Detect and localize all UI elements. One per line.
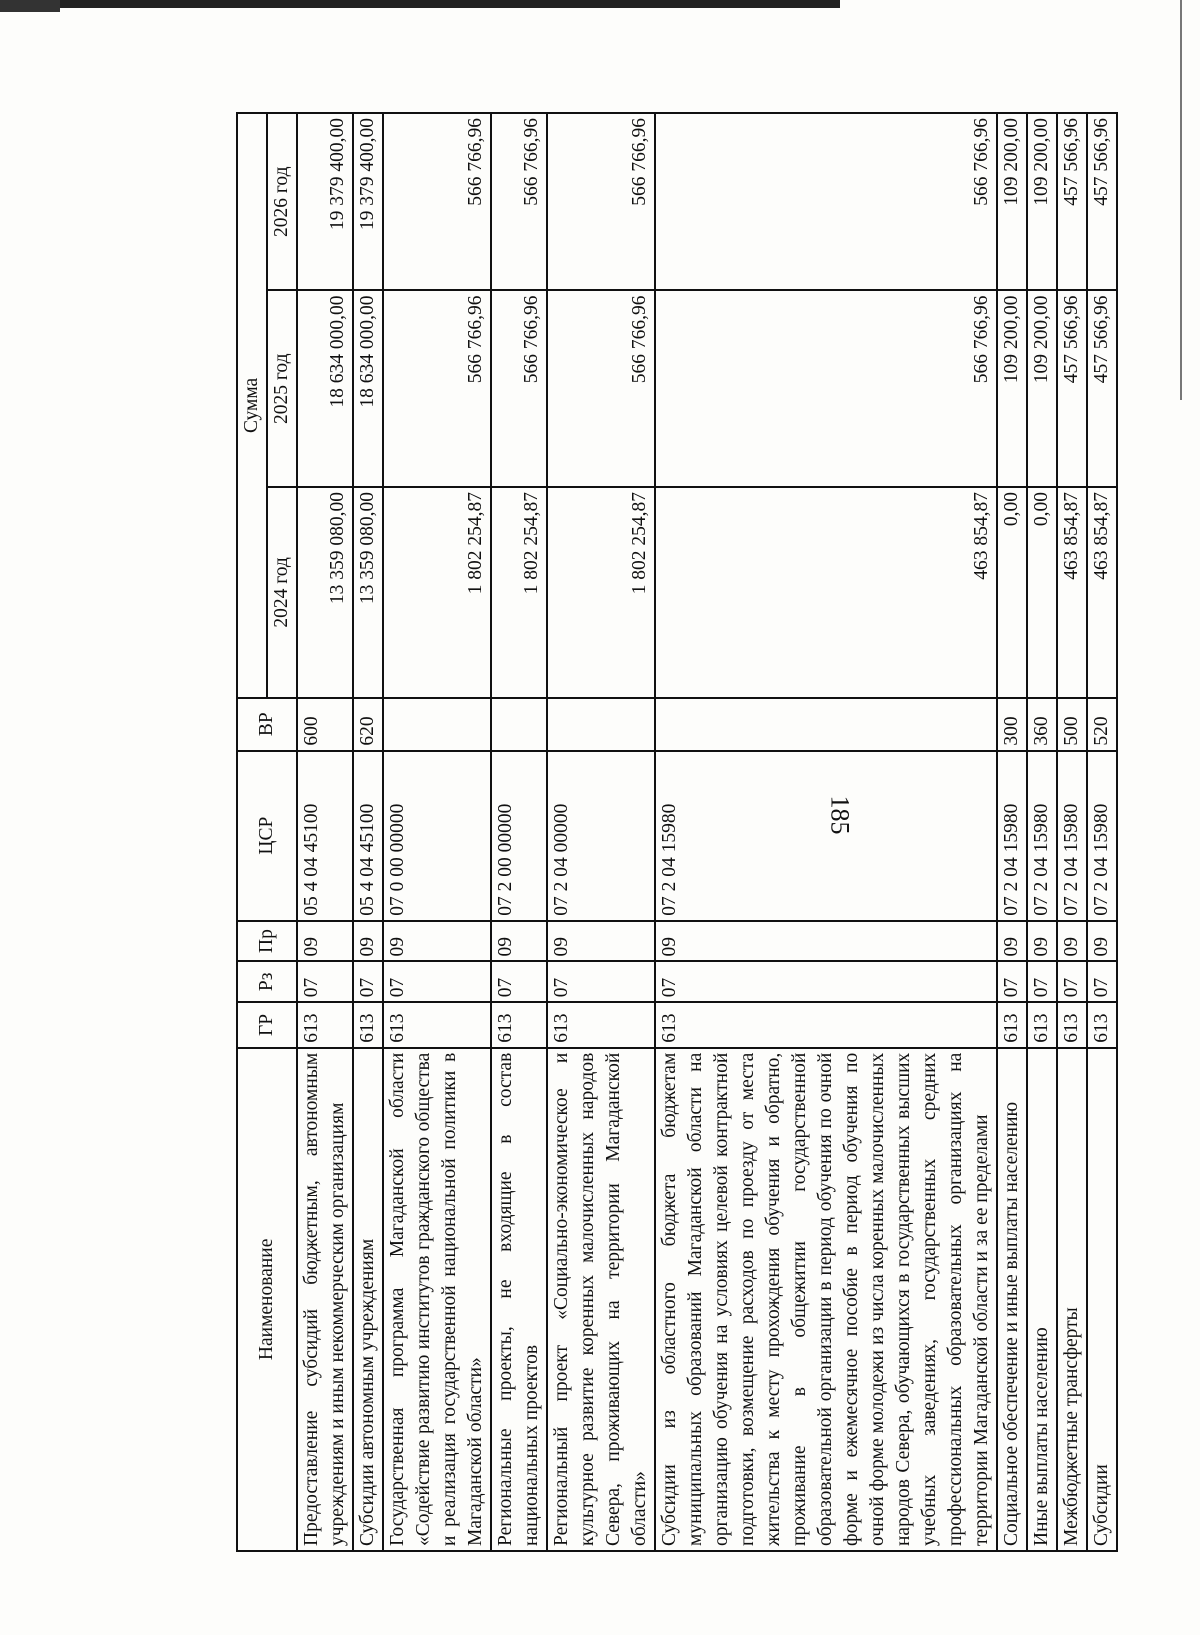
cell-vr: [383, 698, 491, 751]
header-csr: ЦСР: [237, 751, 297, 921]
cell-pr: 09: [353, 921, 383, 962]
cell-y2024: 1 802 254,87: [491, 487, 547, 698]
header-pr: Пр: [237, 921, 297, 962]
cell-gr: 613: [1027, 1002, 1057, 1048]
cell-y2026: 19 379 400,00: [297, 113, 353, 290]
cell-csr: 05 4 04 45100: [353, 751, 383, 921]
table-row: [383, 113, 491, 1551]
cell-csr: 05 4 04 45100: [297, 751, 353, 921]
cell-name: Субсидии: [1087, 1048, 1117, 1551]
header-sum: Сумма: [237, 113, 267, 698]
header-name: Наименование: [237, 1048, 297, 1551]
header-2024: 2024 год: [267, 487, 297, 698]
cell-pr: 09: [655, 921, 997, 962]
cell-gr: 613: [297, 1002, 353, 1048]
cell-y2026: 19 379 400,00: [353, 113, 383, 290]
cell-csr: 07 0 00 00000: [383, 751, 491, 921]
cell-csr: 07 2 04 15980: [655, 751, 997, 921]
header-vr: ВР: [237, 698, 297, 751]
cell-vr: 600: [297, 698, 353, 751]
cell-y2026: 566 766,96: [547, 113, 655, 290]
cell-pr: 09: [491, 921, 547, 962]
scan-edge-mark: [0, 0, 60, 12]
table-row: [997, 113, 1027, 1551]
cell-csr: 07 2 04 15980: [1087, 751, 1117, 921]
cell-csr: 07 2 04 00000: [547, 751, 655, 921]
cell-csr: 07 2 04 15980: [997, 751, 1027, 921]
cell-y2024: 13 359 080,00: [297, 487, 353, 698]
cell-pr: 09: [547, 921, 655, 962]
table-row: [491, 113, 547, 1551]
cell-gr: 613: [353, 1002, 383, 1048]
cell-y2024: 463 854,87: [1087, 487, 1117, 698]
scan-edge-bar: [0, 0, 840, 8]
cell-y2026: 457 566,96: [1087, 113, 1117, 290]
cell-rz: 07: [655, 961, 997, 1002]
cell-pr: 09: [1027, 921, 1057, 962]
rotated-page: [236, 112, 1112, 1552]
cell-pr: 09: [1087, 921, 1117, 962]
cell-rz: 07: [383, 961, 491, 1002]
cell-y2025: 18 634 000,00: [297, 290, 353, 487]
cell-name: Региональный проект «Социально-экономическое и культурное развитие коренных малочисленных народов Севера, проживающих на территории Магаданской области»: [547, 1048, 655, 1551]
cell-csr: 07 2 04 15980: [1027, 751, 1057, 921]
cell-name: Субсидии автономным учреждениям: [353, 1048, 383, 1551]
cell-y2026: 566 766,96: [491, 113, 547, 290]
page-number: 185: [825, 795, 855, 835]
cell-y2026: 457 566,96: [1057, 113, 1087, 290]
cell-y2026: 109 200,00: [1027, 113, 1057, 290]
table-row: [1027, 113, 1057, 1551]
cell-rz: 07: [297, 961, 353, 1002]
cell-rz: 07: [997, 961, 1027, 1002]
cell-gr: 613: [1057, 1002, 1087, 1048]
cell-y2024: 0,00: [1027, 487, 1057, 698]
cell-rz: 07: [1087, 961, 1117, 1002]
cell-y2026: 109 200,00: [997, 113, 1027, 290]
cell-name: Социальное обеспечение и иные выплаты населению: [997, 1048, 1027, 1551]
cell-name: Предоставление субсидий бюджетным, автономным учреждениям и иным некоммерческим организациям: [297, 1048, 353, 1551]
table-row: [1057, 113, 1087, 1551]
cell-vr: 300: [997, 698, 1027, 751]
table-row: [353, 113, 383, 1551]
cell-gr: 613: [655, 1002, 997, 1048]
cell-csr: 07 2 04 15980: [1057, 751, 1087, 921]
cell-vr: 360: [1027, 698, 1057, 751]
cell-y2025: 566 766,96: [655, 290, 997, 487]
scan-edge-line: [1180, 0, 1182, 400]
cell-vr: 620: [353, 698, 383, 751]
cell-y2026: 566 766,96: [383, 113, 491, 290]
cell-gr: 613: [1087, 1002, 1117, 1048]
cell-vr: 500: [1057, 698, 1087, 751]
cell-gr: 613: [997, 1002, 1027, 1048]
cell-y2024: 13 359 080,00: [353, 487, 383, 698]
cell-pr: 09: [383, 921, 491, 962]
cell-vr: [491, 698, 547, 751]
table-row: [297, 113, 353, 1551]
cell-vr: 520: [1087, 698, 1117, 751]
cell-y2024: 463 854,87: [1057, 487, 1087, 698]
cell-y2025: 18 634 000,00: [353, 290, 383, 487]
cell-y2024: 1 802 254,87: [547, 487, 655, 698]
cell-y2025: 457 566,96: [1057, 290, 1087, 487]
cell-y2025: 109 200,00: [997, 290, 1027, 487]
cell-vr: [655, 698, 997, 751]
cell-gr: 613: [547, 1002, 655, 1048]
cell-name: Региональные проекты, не входящие в состав национальных проектов: [491, 1048, 547, 1551]
cell-rz: 07: [547, 961, 655, 1002]
table-row: [655, 113, 997, 1551]
cell-name: Субсидии из областного бюджета бюджетам муниципальных образований Магаданской области на организацию обучения на условиях целевой контрактной подготовки, возмещение расходов по проезду от места жительства к месту прохождения обучения и обратно, проживание в общежитии государственной образовательной организации в период обучения по очной форме и ежемесячное пособие в период обучения по очной форме молодежи из числа коренных малочисленных народов Севера, обучающихся в государственных высших учебных заведениях, государственных средних профессиональных образовательных организациях на территории Магаданской области и за ее пределами: [655, 1048, 997, 1551]
budget-table: [236, 112, 1118, 1552]
header-gr: ГР: [237, 1002, 297, 1048]
cell-y2025: 566 766,96: [383, 290, 491, 487]
header-row-1: [237, 113, 267, 1551]
cell-rz: 07: [1057, 961, 1087, 1002]
cell-y2025: 457 566,96: [1087, 290, 1117, 487]
cell-csr: 07 2 00 00000: [491, 751, 547, 921]
header-2025: 2025 год: [267, 290, 297, 487]
cell-rz: 07: [353, 961, 383, 1002]
cell-rz: 07: [1027, 961, 1057, 1002]
cell-pr: 09: [997, 921, 1027, 962]
cell-vr: [547, 698, 655, 751]
cell-name: Межбюджетные трансферты: [1057, 1048, 1087, 1551]
cell-y2025: 109 200,00: [1027, 290, 1057, 487]
cell-gr: 613: [383, 1002, 491, 1048]
cell-y2025: 566 766,96: [547, 290, 655, 487]
cell-y2026: 566 766,96: [655, 113, 997, 290]
cell-y2025: 566 766,96: [491, 290, 547, 487]
cell-rz: 07: [491, 961, 547, 1002]
cell-y2024: 0,00: [997, 487, 1027, 698]
cell-gr: 613: [491, 1002, 547, 1048]
table-row: [1087, 113, 1117, 1551]
table-row: [547, 113, 655, 1551]
cell-pr: 09: [1057, 921, 1087, 962]
cell-y2024: 1 802 254,87: [383, 487, 491, 698]
header-rz: Рз: [237, 961, 297, 1002]
cell-name: Государственная программа Магаданской области «Содействие развитию институтов гражданского общества и реализация государственной национальной политики в Магаданской области»: [383, 1048, 491, 1551]
cell-name: Иные выплаты населению: [1027, 1048, 1057, 1551]
cell-y2024: 463 854,87: [655, 487, 997, 698]
cell-pr: 09: [297, 921, 353, 962]
header-2026: 2026 год: [267, 113, 297, 290]
